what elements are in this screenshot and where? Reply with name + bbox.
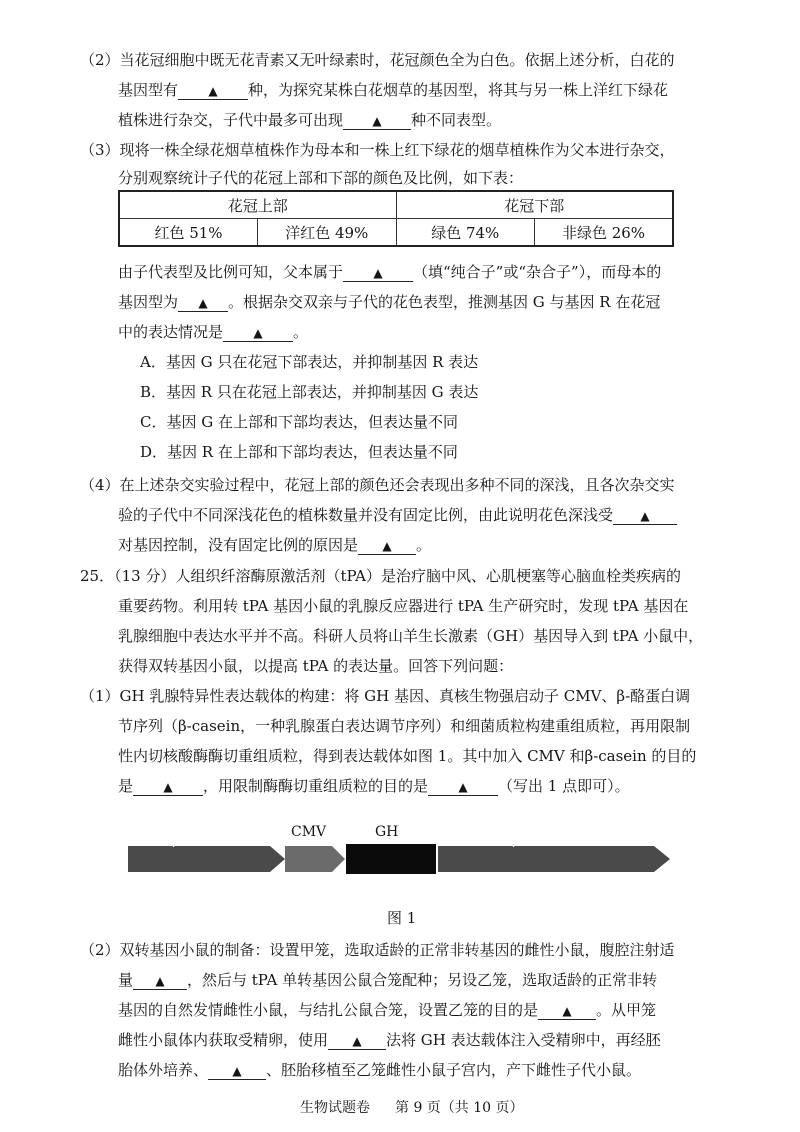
q25-line3: 乳腺细胞中表达水平并不高。科研人员将山羊生长激素（GH）基因导入到 tPA 小鼠中，: [118, 627, 704, 645]
q25-p1-line3: 性内切核酸酶酶切重组质粒，得到表达载体如图 1。其中加入 CMV 和β-casein 的目的: [118, 747, 697, 765]
beta-casein-segment-right: [438, 846, 670, 872]
table-cell: 绿色 74%: [396, 219, 535, 247]
beta-casein-segment-left: [128, 846, 285, 872]
option-b: B．基因 R 只在花冠上部表达，并抑制基因 G 表达: [140, 383, 479, 401]
cmv-promoter-segment: [285, 846, 345, 872]
q25-p2-line2: 量▲ ，然后与 tPA 单转基因公鼠合笼配种；另设乙笼，选取适龄的正常非转: [118, 970, 657, 990]
q25-line1: 25．（13 分）人组织纤溶酶原激活剂（tPA）是治疗脑中风、心肌梗塞等心脑血栓类疾病的: [80, 567, 682, 585]
q25-p2-line3: 基因的自然发情雌性小鼠，与结扎公鼠合笼，设置乙笼的目的是▲ 。从甲笼: [118, 1000, 656, 1020]
answer-blank[interactable]: [133, 972, 187, 990]
q3-line4: 基因型为▲ 。根据杂交双亲与子代的花色表型，推测基因 G 与基因 R 在花冠: [118, 292, 660, 312]
q25-line4: 获得双转基因小鼠，以提高 tPA 的表达量。回答下列问题：: [118, 657, 514, 675]
footer-subject: 生物试题卷: [300, 1100, 370, 1116]
answer-blank[interactable]: [178, 294, 228, 312]
answer-blank[interactable]: [358, 537, 416, 555]
answer-blank[interactable]: [343, 264, 413, 282]
vector-svg: [120, 820, 680, 890]
q3-line2: 分别观察统计子代的花冠上部和下部的颜色及比例，如下表：: [118, 169, 524, 187]
table-header-lower: 花冠下部: [396, 191, 673, 219]
label-beta-casein-left: β-casein: [172, 832, 230, 848]
q25-p1-line2: 节序列（β-casein，一种乳腺蛋白表达调节序列）和细菌质粒构建重组质粒，再用限制: [118, 717, 691, 735]
answer-blank[interactable]: [328, 1032, 386, 1050]
q25-p2-line4: 雌性小鼠体内获取受精卵，使用▲ 法将 GH 表达载体注入受精卵中，再经胚: [118, 1030, 661, 1050]
gh-gene-segment: [346, 844, 436, 874]
option-d: D．基因 R 在上部和下部均表达，但表达量不同: [140, 443, 458, 461]
label-gh: GH: [375, 824, 399, 840]
label-beta-casein-right: β-casein: [512, 832, 570, 848]
q2-line3: 植株进行杂交，子代中最多可出现▲ 种不同表型。: [118, 110, 501, 130]
q25-p2-line1: （2）双转基因小鼠的制备：设置甲笼，选取适龄的正常非转基因的雌性小鼠，腹腔注射适: [80, 941, 675, 959]
answer-blank[interactable]: [613, 507, 677, 525]
q25-p1-line4: 是▲ ，用限制酶酶切重组质粒的目的是▲ （写出 1 点即可）。: [118, 776, 630, 796]
option-a: A．基因 G 只在花冠下部表达，并抑制基因 R 表达: [140, 353, 479, 371]
q3-line5: 中的表达情况是▲ 。: [118, 322, 308, 342]
table-header-upper: 花冠上部: [119, 191, 396, 219]
answer-blank[interactable]: [428, 778, 498, 796]
q2-line1: （2）当花冠细胞中既无花青素又无叶绿素时，花冠颜色全为白色。依据上述分析，白花的: [80, 51, 675, 69]
answer-blank[interactable]: [178, 82, 248, 100]
q4-line1: （4）在上述杂交实验过程中，花冠上部的颜色还会表现出多种不同的深浅，且各次杂交实: [80, 476, 675, 494]
q25-p1-line1: （1）GH 乳腺特异性表达载体的构建：将 GH 基因、真核生物强启动子 CMV、β-酪蛋白调: [80, 687, 691, 705]
footer-page-number: 第 9 页（共 10 页）: [395, 1100, 524, 1116]
figure-caption: 图 1: [387, 909, 417, 927]
option-c: C．基因 G 在上部和下部均表达，但表达量不同: [140, 413, 458, 431]
answer-blank[interactable]: [538, 1002, 596, 1020]
answer-blank[interactable]: [223, 324, 293, 342]
q3-line1: （3）现将一株全绿花烟草植株作为母本和一株上红下绿花的烟草植株作为父本进行杂交，: [80, 141, 675, 159]
answer-blank[interactable]: [343, 112, 411, 130]
answer-blank[interactable]: [133, 778, 203, 796]
table-cell: 非绿色 26%: [535, 219, 674, 247]
q25-line2: 重要药物。利用转 tPA 基因小鼠的乳腺反应器进行 tPA 生产研究时，发现 tPA 基因在: [118, 597, 689, 615]
table-cell: 洋红色 49%: [258, 219, 397, 247]
expression-vector-diagram: [120, 820, 680, 890]
offspring-color-table: [118, 190, 674, 247]
q25-p2-line5: 胎体外培养、▲ 、胚胎移植至乙笼雌性小鼠子宫内，产下雌性子代小鼠。: [118, 1060, 641, 1080]
q4-line2: 验的子代中不同深浅花色的植株数量并没有固定比例，由此说明花色深浅受▲: [118, 505, 677, 525]
q3-line3: 由子代表型及比例可知，父本属于▲ （填“纯合子”或“杂合子”），而母本的: [118, 262, 661, 282]
table-cell: 红色 51%: [119, 219, 258, 247]
q4-line3: 对基因控制，没有固定比例的原因是▲ 。: [118, 535, 431, 555]
label-cmv: CMV: [291, 824, 327, 840]
q2-line2: 基因型有▲ 种，为探究某株白花烟草的基因型，将其与另一株上洋红下绿花: [118, 80, 668, 100]
answer-blank[interactable]: [208, 1062, 266, 1080]
